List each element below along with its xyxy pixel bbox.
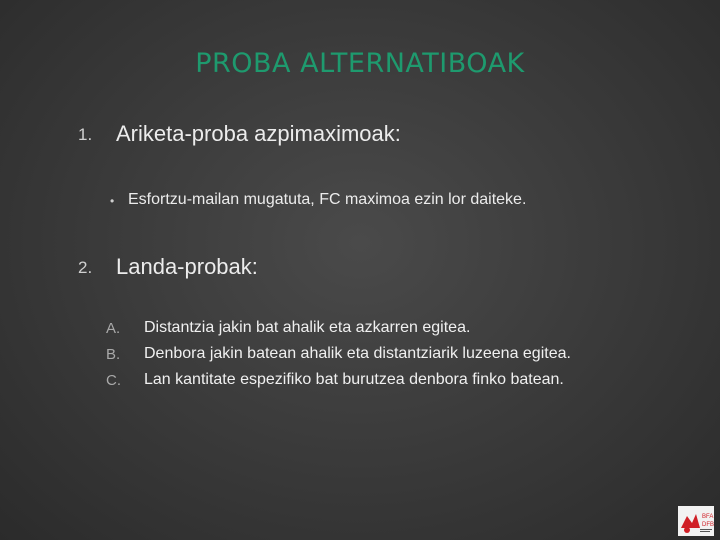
logo-text-bottom: DFB — [702, 522, 714, 528]
item-text-1: Ariketa-proba azpimaximoak: — [116, 121, 401, 146]
list-item-a: Distantzia jakin bat ahalik eta azkarren egitea. — [144, 319, 471, 336]
list-marker-a: A. — [106, 320, 121, 337]
list-item-c: Lan kantitate espezifiko bat burutzea denbora finko batean. — [144, 371, 564, 388]
sub-item-text-1: Esfortzu-mailan mugatuta, FC maximoa ezin lor daiteke. — [128, 191, 527, 208]
list-marker-c: C. — [106, 372, 121, 389]
item-number-2: 2. — [78, 258, 93, 277]
slide-title: PROBA ALTERNATIBOAK — [195, 48, 525, 79]
item-text-2: Landa-probak: — [116, 254, 258, 279]
bullet-icon: • — [110, 194, 115, 208]
bfa-dfb-logo — [678, 506, 714, 536]
item-number-1: 1. — [78, 125, 93, 144]
list-item-b: Denbora jakin batean ahalik eta distantziarik luzeena egitea. — [144, 345, 571, 362]
logo-text-top: BFA — [702, 514, 714, 520]
list-marker-b: B. — [106, 346, 121, 363]
